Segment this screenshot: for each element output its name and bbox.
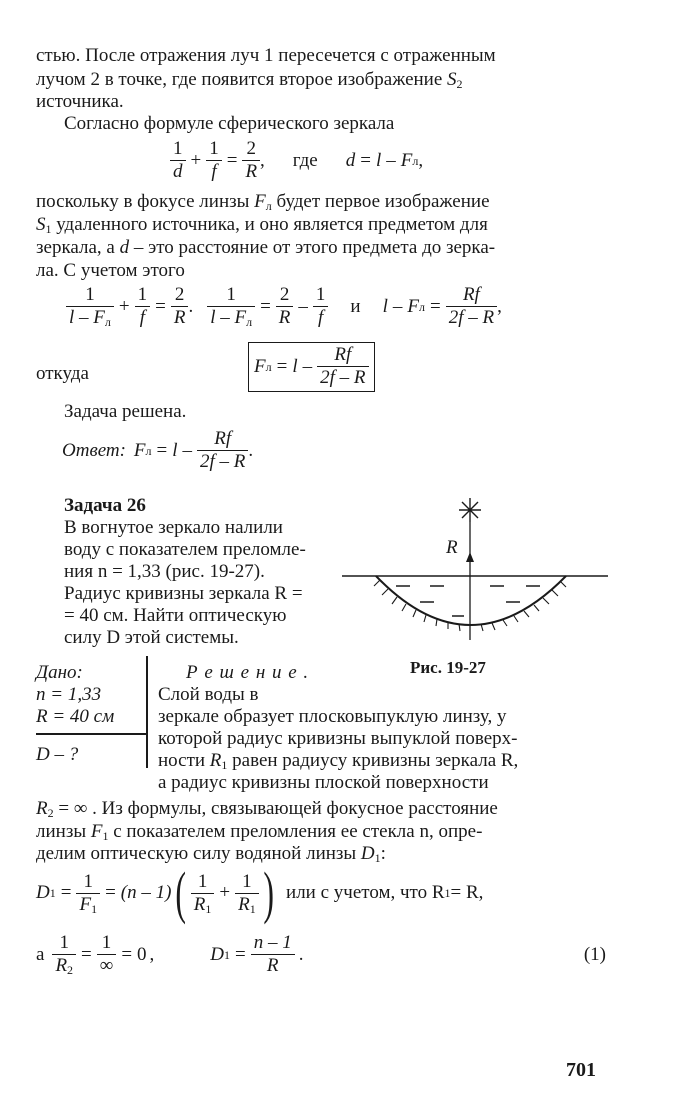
- solved-line: Задача решена.: [64, 401, 187, 422]
- intro-line-4: Согласно формуле сферического зеркала: [64, 113, 395, 134]
- given-n: n = 1,33: [36, 684, 102, 705]
- solution-line-1: Слой воды в: [158, 684, 259, 705]
- figure-concave-mirror: [340, 492, 610, 652]
- axis-arrow-icon: [466, 552, 474, 562]
- solution-line-6: $R_2$ = ∞ . Из формулы, связывающей фокусное расстояние: [36, 798, 498, 820]
- solution-line-4: ности $R_1$ равен радиусу кривизны зеркала R,: [158, 750, 519, 772]
- given-title: Дано:: [36, 662, 83, 683]
- solution-line-5: а радиус кривизны плоской поверхности: [158, 772, 489, 793]
- radius-label: R: [446, 537, 458, 558]
- problem-line-4: Радиус кривизны зеркала R =: [64, 583, 303, 604]
- solution-line-3: которой радиус кривизны выпуклой поверх-: [158, 728, 518, 749]
- given-separator: [146, 656, 148, 768]
- solution-heading: Р е ш е н и е .: [186, 662, 310, 683]
- problem-line-2: воду с показателем преломле-: [64, 539, 306, 560]
- mirror-arc: [376, 576, 566, 625]
- problem-line-3: ния n = 1,33 (рис. 19-27).: [64, 561, 265, 582]
- solution-line-2: зеркале образует плосковыпуклую линзу, у: [158, 706, 507, 727]
- solution-line-7: линзы $F_1$ с показателем преломления ее стекла n, опре-: [36, 821, 483, 843]
- problem-line-1: В вогнутое зеркало налили: [64, 517, 283, 538]
- problem-line-6: силу D этой системы.: [64, 627, 239, 648]
- given-divider: [36, 733, 146, 735]
- otkuda-label: откуда: [36, 363, 89, 384]
- para2-line-1: поскольку в фокусе линзы $F_л$ будет первое изображение: [36, 191, 490, 213]
- problem-title: Задача 26: [64, 495, 146, 516]
- mirror-diagram: [340, 492, 610, 652]
- source-star-icon: [459, 498, 481, 522]
- intro-line-3: источника.: [36, 91, 124, 112]
- zero-curvature-formula: а $\frac{1}{R_2}$ = $\frac{1}{\infty}$ = 0 , D 1 = $\frac{n - 1}{R}$ . (1): [36, 932, 606, 977]
- solution-line-8: делим оптическую силу водяной линзы $D_1$:: [36, 843, 386, 865]
- mirror-formula: $\frac{1}{d}$ + $\frac{1}{f}$ = $\frac{2}{R}$ , где d = l – F л ,: [170, 138, 423, 183]
- equation-number: (1): [583, 943, 606, 965]
- para2-line-4: ла. С учетом этого: [36, 260, 185, 281]
- derivation-formula: $\frac{1}{l - F_л}$ + $\frac{1}{f}$ = $\frac{2}{R}$ . $\frac{1}{l - F_л}$ = $\frac{2}{R}$ – $\frac{1}{f}$ и l – F л = $\frac{Rf}{2f - R}$ ,: [66, 284, 502, 329]
- problem-line-5: = 40 см. Найти оптическую: [64, 605, 287, 626]
- intro-line-1: стью. После отражения луч 1 пересечется с отраженным: [36, 45, 496, 66]
- para2-line-3: зеркала, а d – это расстояние от этого предмета до зерка-: [36, 237, 496, 258]
- boxed-result: F л = l – $\frac{Rf}{2f - R}$: [248, 342, 375, 392]
- answer-formula: Ответ: F л = l – $\frac{Rf}{2f - R}$ .: [62, 428, 254, 472]
- page-number: 701: [566, 1059, 596, 1081]
- given-find: D – ?: [36, 744, 79, 765]
- figure-caption: Рис. 19-27: [410, 658, 486, 677]
- given-R: R = 40 см: [36, 706, 115, 727]
- intro-line-2: лучом 2 в точке, где появится второе изображение $S_2$: [36, 69, 463, 91]
- para2-line-2: $S_1$ удаленного источника, и оно является предметом для: [36, 214, 488, 236]
- optical-power-formula: D 1 = $\frac{1}{F_1}$ = (n – 1) ( $\frac{1}{R_1}$ + $\frac{1}{R_1}$ ) или с учетом, что R 1 = R,: [36, 860, 484, 925]
